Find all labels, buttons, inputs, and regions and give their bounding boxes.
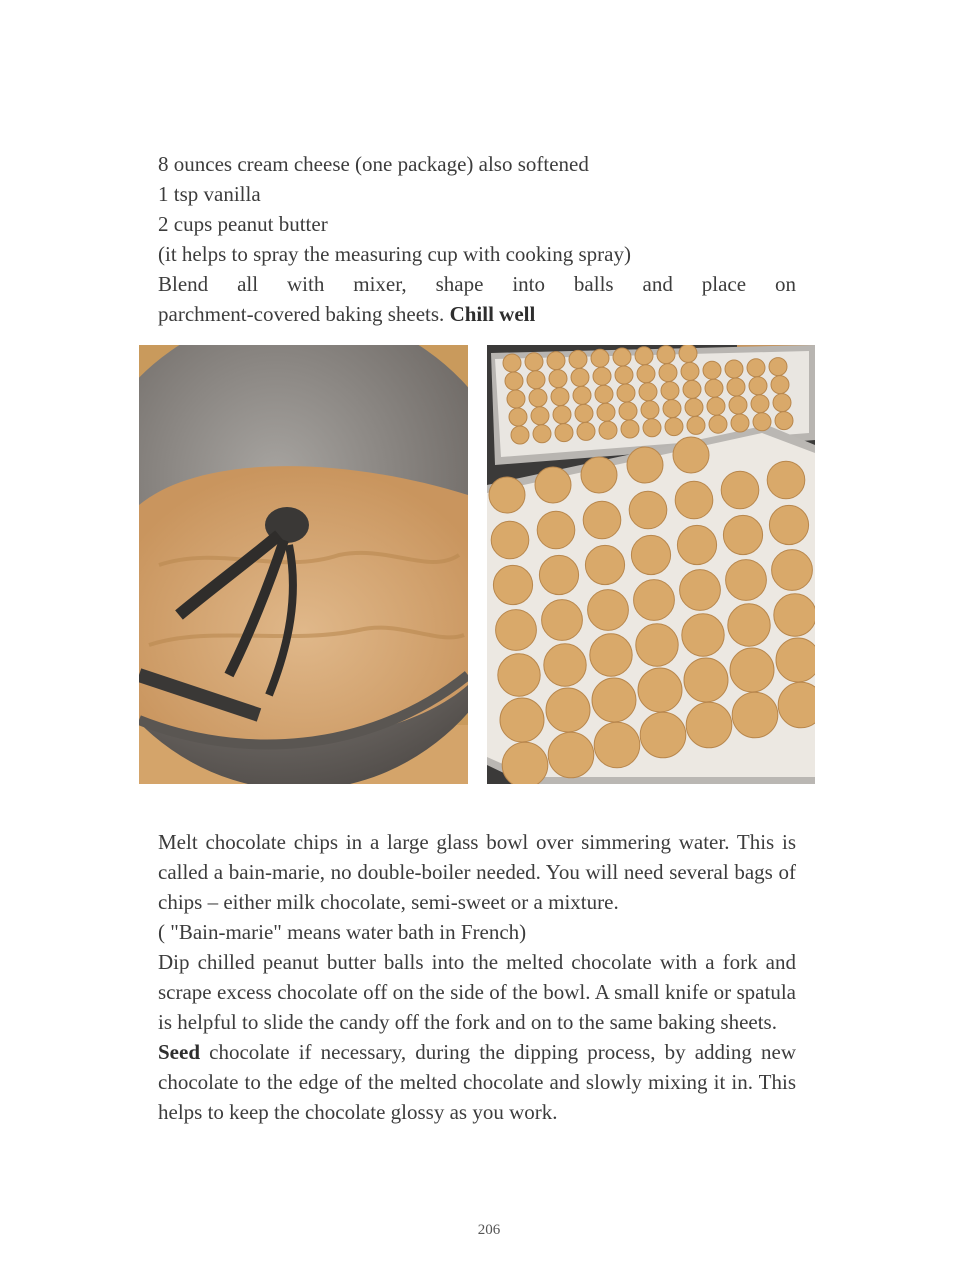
dough-ball	[615, 366, 633, 384]
dough-ball	[537, 511, 575, 549]
dough-ball	[772, 550, 813, 591]
dough-ball	[774, 594, 815, 636]
ingredient-line: 8 ounces cream cheese (one package) also softened	[158, 152, 589, 176]
bain-marie-note: ( "Bain-marie" means water bath in French)	[158, 920, 527, 944]
dough-ball	[675, 481, 713, 519]
dough-ball	[636, 624, 678, 666]
seed-text: chocolate if necessary, during the dipping process, by adding new chocolate to the edge of the melted chocolate and slowly mixing it in. This helps to keep the chocolate glossy as you work.	[158, 1040, 796, 1124]
chocolate-section	[158, 827, 796, 1127]
dough-ball	[493, 565, 532, 604]
dough-ball	[705, 379, 723, 397]
dough-ball	[631, 535, 670, 574]
dough-ball	[657, 346, 675, 364]
peanut-butter-balls-photo	[487, 345, 815, 784]
blend-instruction-line1: Blend all with mixer, shape into balls and place on	[158, 272, 796, 296]
dough-ball	[629, 491, 667, 529]
dough-ball	[500, 698, 544, 742]
dough-ball	[773, 394, 791, 412]
dough-ball	[680, 570, 721, 611]
dough-ball	[533, 425, 551, 443]
dough-ball	[682, 614, 724, 656]
dough-ball	[769, 505, 808, 544]
dough-ball	[771, 376, 789, 394]
dough-ball	[640, 712, 686, 758]
dough-ball	[544, 644, 586, 686]
dough-ball	[527, 371, 545, 389]
ingredients-section	[158, 149, 796, 329]
dough-ball	[529, 389, 547, 407]
dough-ball	[749, 377, 767, 395]
dough-ball	[775, 412, 793, 430]
dough-ball	[753, 413, 771, 431]
dough-ball	[679, 345, 697, 362]
dough-ball	[730, 648, 774, 692]
dough-ball	[721, 471, 759, 509]
dough-ball	[555, 424, 573, 442]
dough-ball	[639, 383, 657, 401]
dough-ball	[547, 352, 565, 370]
dough-ball	[769, 358, 787, 376]
dough-ball	[661, 382, 679, 400]
dough-ball	[686, 702, 732, 748]
dough-ball	[728, 604, 770, 646]
seed-emphasis: Seed	[158, 1040, 200, 1064]
melt-instructions: Melt chocolate chips in a large glass bowl over simmering water. This is called a bain-marie, no double-boiler needed. You will need several bags of chips – either milk chocolate, semi-sweet or a mixture.	[158, 830, 796, 914]
dough-ball	[535, 467, 571, 503]
dough-ball	[569, 350, 587, 368]
dough-ball	[571, 368, 589, 386]
dough-ball	[637, 365, 655, 383]
dough-ball	[525, 353, 543, 371]
dough-ball	[673, 437, 709, 473]
dough-ball	[592, 678, 636, 722]
dough-ball	[591, 349, 609, 367]
dough-ball	[553, 406, 571, 424]
dough-ball	[503, 354, 521, 372]
dough-ball	[681, 362, 699, 380]
dough-ball	[505, 372, 523, 390]
dough-ball	[593, 367, 611, 385]
dough-ball	[509, 408, 527, 426]
dough-ball	[683, 380, 701, 398]
dough-ball	[747, 359, 765, 377]
dough-ball	[542, 600, 583, 641]
dough-ball	[577, 422, 595, 440]
dough-ball	[619, 402, 637, 420]
dip-instructions: Dip chilled peanut butter balls into the melted chocolate with a fork and scrape excess chocolate off on the side of the bowl. A small knife or spatula is helpful to slide the candy off the fork and on to the same baking sheets.	[158, 950, 796, 1034]
dough-ball	[726, 560, 767, 601]
dough-ball	[507, 390, 525, 408]
ingredient-note: (it helps to spray the measuring cup with cooking spray)	[158, 242, 631, 266]
dough-ball	[641, 401, 659, 419]
mixer-bowl-photo	[139, 345, 468, 784]
dough-ball	[731, 414, 749, 432]
dough-ball	[729, 396, 747, 414]
dough-ball	[539, 555, 578, 594]
dough-ball	[551, 388, 569, 406]
dough-ball	[677, 525, 716, 564]
page-number: 206	[477, 1222, 501, 1238]
dough-ball	[489, 477, 525, 513]
dough-ball	[590, 634, 632, 676]
dough-ball	[498, 654, 540, 696]
dough-ball	[581, 457, 617, 493]
chill-well-emphasis: Chill well	[449, 302, 536, 326]
dough-ball	[627, 447, 663, 483]
dough-ball	[621, 420, 639, 438]
dough-ball	[638, 668, 682, 712]
dough-ball	[685, 398, 703, 416]
dough-ball	[751, 395, 769, 413]
dough-ball	[595, 385, 613, 403]
dough-ball	[491, 521, 529, 559]
dough-ball	[709, 415, 727, 433]
dough-ball	[597, 403, 615, 421]
dough-ball	[594, 722, 640, 768]
dough-ball	[549, 370, 567, 388]
dough-ball	[511, 426, 529, 444]
ingredient-line: 1 tsp vanilla	[158, 182, 261, 206]
dough-ball	[573, 386, 591, 404]
blend-instruction-line2	[158, 299, 796, 329]
dough-ball	[588, 590, 629, 631]
dough-ball	[665, 418, 683, 436]
dough-ball	[776, 638, 815, 682]
dough-ball	[725, 360, 743, 378]
dough-ball	[548, 732, 594, 778]
dough-ball	[575, 404, 593, 422]
seed-instructions	[158, 1037, 796, 1127]
dough-ball	[613, 348, 631, 366]
dough-ball	[659, 364, 677, 382]
dough-ball	[496, 610, 537, 651]
dough-ball	[643, 419, 661, 437]
blend-text: parchment-covered baking sheets.	[158, 302, 445, 326]
dough-ball	[767, 461, 805, 499]
dough-ball	[585, 545, 624, 584]
dough-ball	[531, 407, 549, 425]
dough-ball	[684, 658, 728, 702]
dough-ball	[687, 416, 705, 434]
dough-ball	[599, 421, 617, 439]
dough-ball	[723, 515, 762, 554]
dough-ball	[617, 384, 635, 402]
dough-ball	[707, 397, 725, 415]
dough-ball	[732, 692, 778, 738]
dough-ball	[634, 580, 675, 621]
dough-ball	[502, 742, 548, 784]
dough-ball	[703, 361, 721, 379]
dough-ball	[546, 688, 590, 732]
dough-ball	[727, 378, 745, 396]
dough-ball	[663, 400, 681, 418]
dough-ball	[635, 347, 653, 365]
dough-ball	[583, 501, 621, 539]
ingredient-line: 2 cups peanut butter	[158, 212, 328, 236]
